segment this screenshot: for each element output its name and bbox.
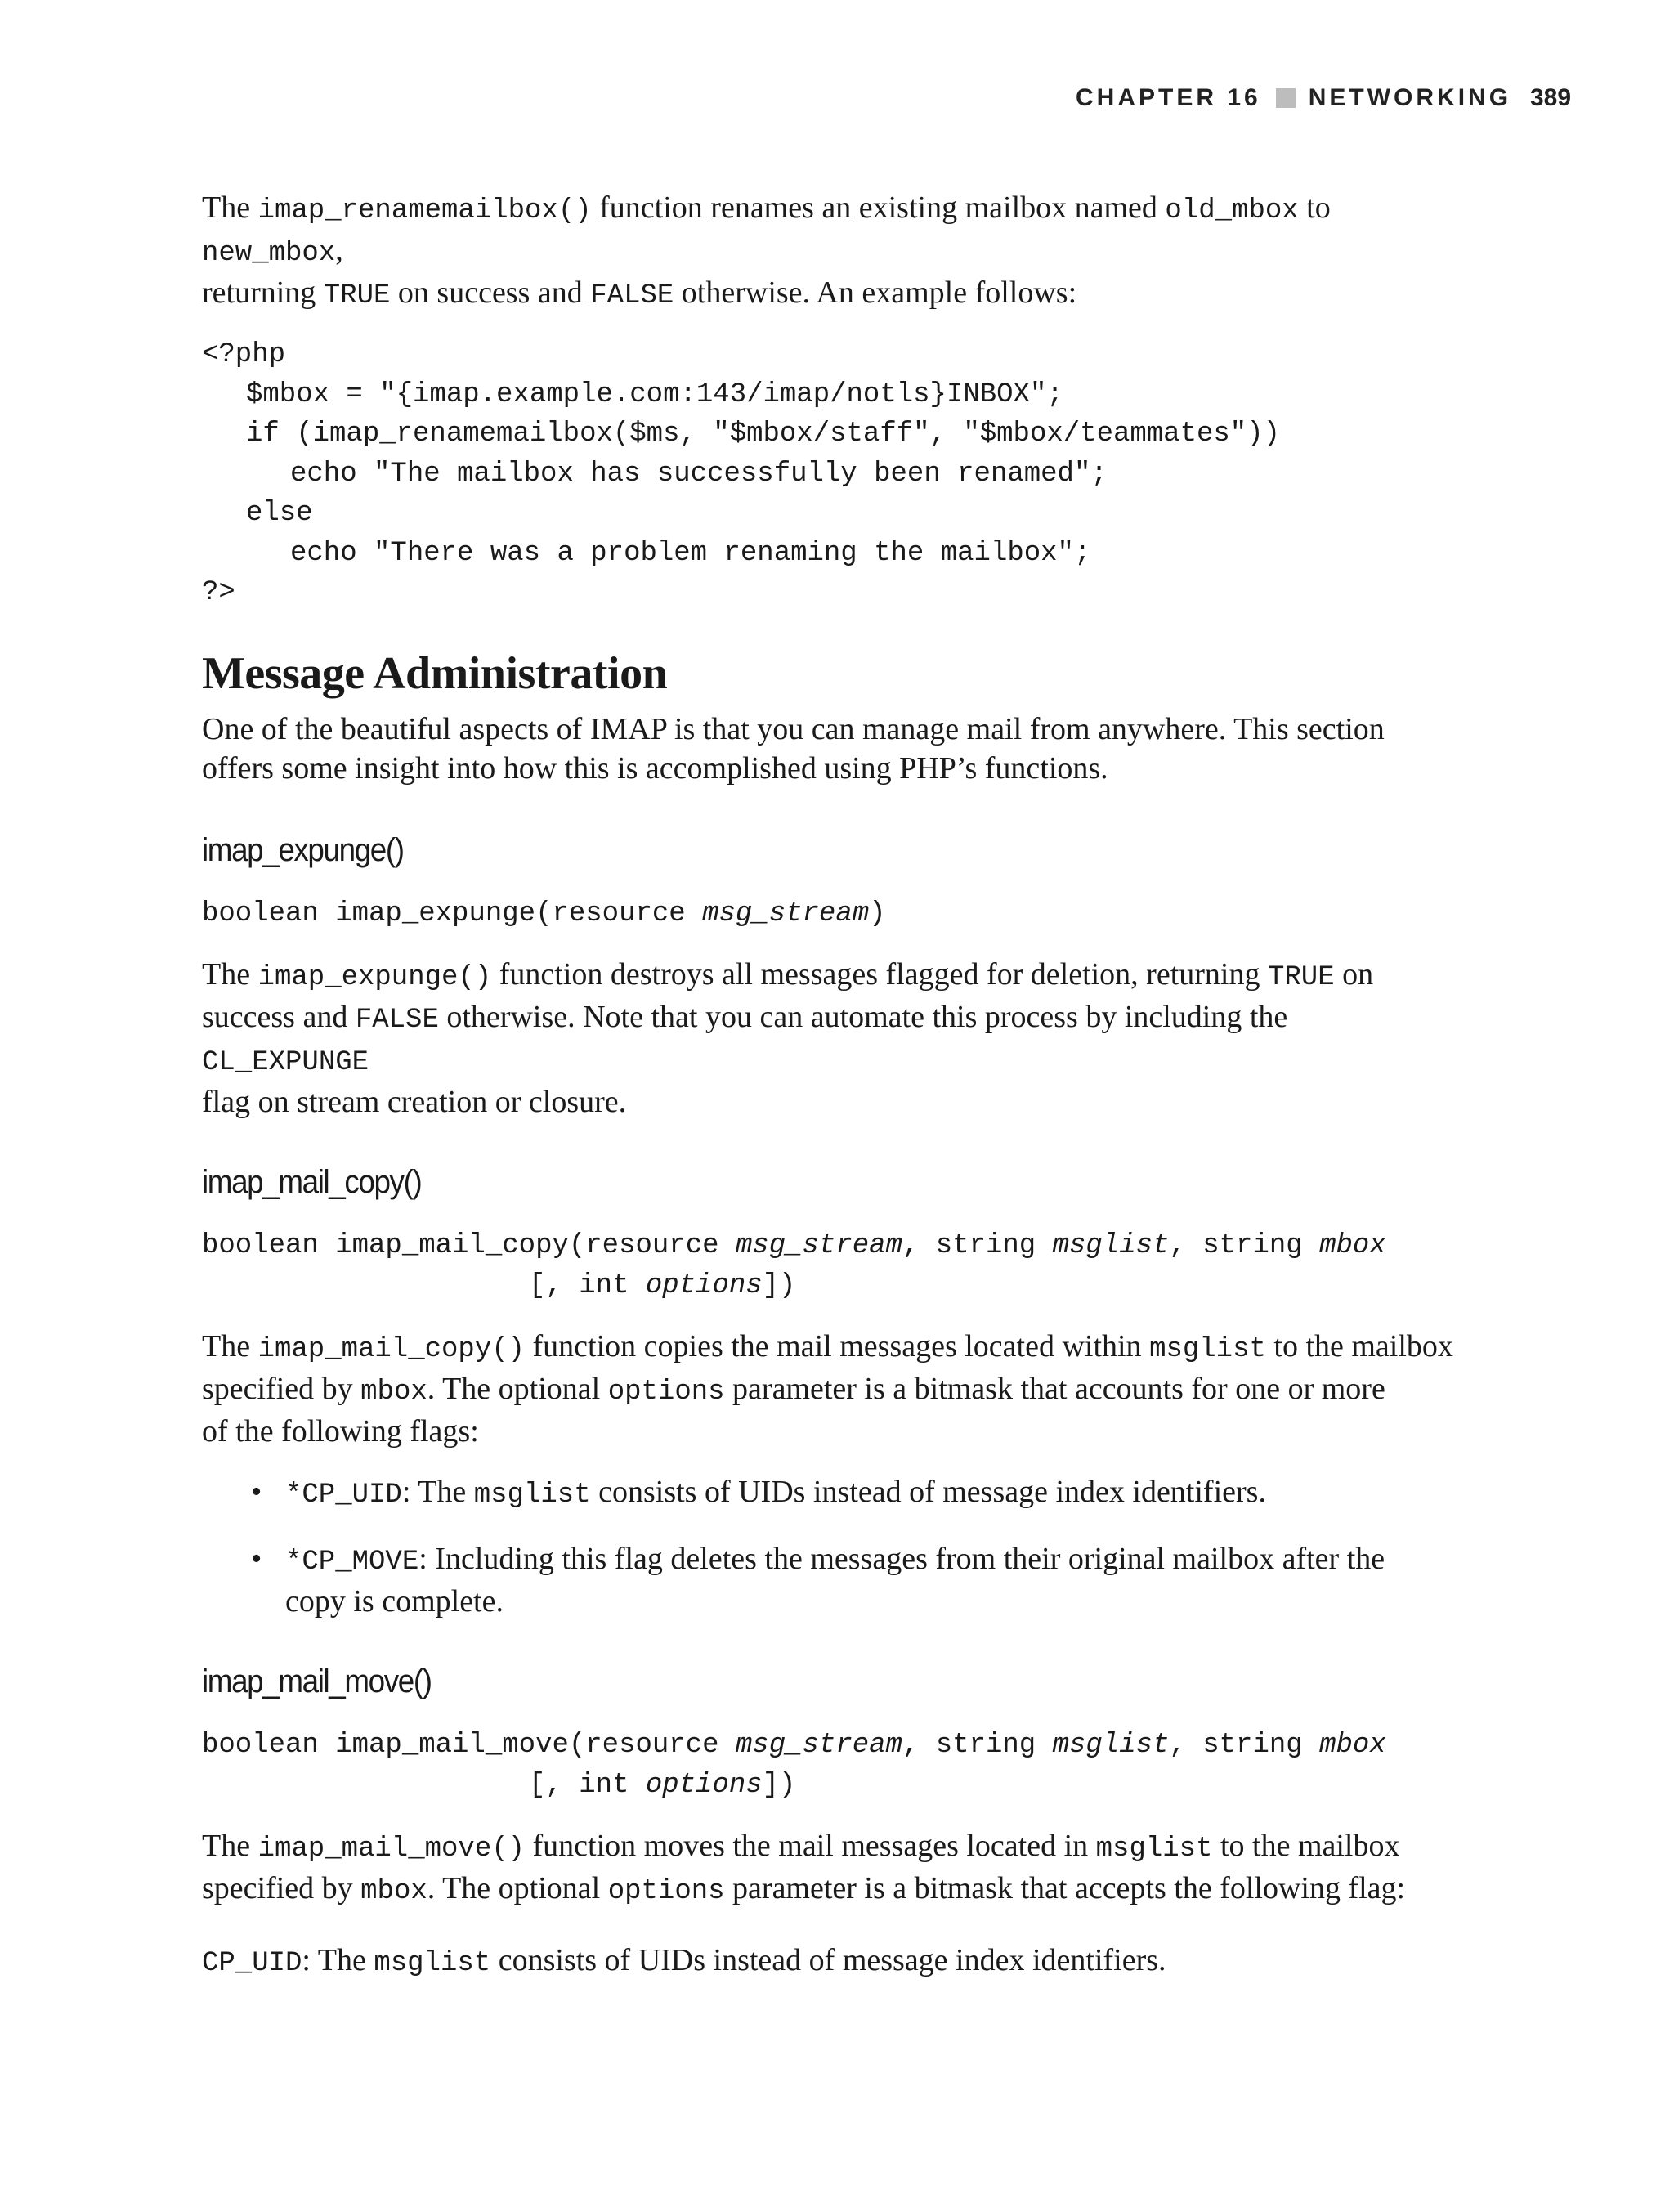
mail-move-heading: imap_mail_move() <box>202 1663 432 1699</box>
text: flag on stream creation or closure. <box>202 1085 627 1119</box>
flag-list <box>202 1472 1461 1621</box>
code-line: echo "The mailbox has successfully been renamed"; <box>290 458 1108 490</box>
inline-code: msglist <box>1095 1834 1213 1865</box>
param: options <box>645 1269 763 1301</box>
text: returning <box>202 275 324 310</box>
inline-code: FALSE <box>590 280 674 311</box>
list-item <box>251 1472 1461 1515</box>
text: copy is complete. <box>285 1584 504 1619</box>
section-intro <box>202 710 1461 788</box>
inline-code: *CP_UID <box>285 1480 402 1511</box>
text: on success and <box>390 275 591 310</box>
inline-code: mbox <box>360 1377 427 1408</box>
text: [, int <box>529 1769 646 1801</box>
param: msglist <box>1052 1730 1170 1761</box>
text: boolean imap_mail_move(resource <box>202 1730 736 1761</box>
param: msg_stream <box>702 898 870 929</box>
text: The <box>202 1329 258 1363</box>
text: The <box>202 190 258 225</box>
text: consists of UIDs instead of message index identifiers. <box>590 1475 1266 1509</box>
expunge-description <box>202 955 1461 1122</box>
mail-move-signature <box>202 1726 1461 1766</box>
section-heading: Message Administration <box>202 647 668 699</box>
text: The <box>202 957 258 992</box>
param: msg_stream <box>735 1230 902 1261</box>
mail-move-flag <box>202 1941 1461 1983</box>
text: function copies the mail messages located within <box>525 1329 1150 1363</box>
text: on <box>1334 957 1374 992</box>
text: . The optional <box>427 1372 608 1406</box>
inline-code: imap_expunge() <box>257 962 492 993</box>
inline-code: options <box>607 1876 725 1907</box>
text: ) <box>869 898 886 929</box>
text: , string <box>1169 1230 1320 1261</box>
intro-paragraph <box>202 188 1461 316</box>
text: function renames an existing mailbox named <box>591 190 1166 225</box>
inline-code: *CP_MOVE <box>285 1547 419 1578</box>
text: offers some insight into how this is accomplished using PHP’s functions. <box>202 750 1108 786</box>
inline-code: options <box>607 1377 725 1408</box>
text: success and <box>202 1000 356 1034</box>
bullet-icon: • <box>251 1475 262 1509</box>
text: to the mailbox <box>1265 1329 1453 1363</box>
running-head <box>1076 82 1572 114</box>
text: specified by <box>202 1372 361 1406</box>
mail-copy-signature <box>202 1226 1461 1266</box>
text: : The <box>302 1943 374 1977</box>
param: mbox <box>1319 1730 1386 1761</box>
text: boolean imap_mail_copy(resource <box>202 1230 736 1261</box>
text: function destroys all messages flagged for deletion, returning <box>491 957 1268 992</box>
mail-copy-signature-cont <box>202 1266 1461 1306</box>
text: consists of UIDs instead of message index identifiers. <box>490 1943 1166 1977</box>
text: of the following flags: <box>202 1414 479 1449</box>
inline-code: old_mbox <box>1165 195 1299 226</box>
text: otherwise. Note that you can automate this process by including the <box>438 1000 1288 1034</box>
text: parameter is a bitmask that accounts for one or more <box>724 1372 1385 1406</box>
inline-code: TRUE <box>1267 962 1335 993</box>
param: msg_stream <box>735 1730 902 1761</box>
page-number: 389 <box>1530 84 1572 111</box>
square-separator-icon <box>1276 88 1296 108</box>
text: , <box>335 233 343 267</box>
text: The <box>202 1829 258 1863</box>
text: , string <box>902 1730 1053 1761</box>
text: : The <box>401 1475 474 1509</box>
text: to <box>1298 190 1331 225</box>
inline-code: msglist <box>1149 1334 1266 1365</box>
code-line: echo "There was a problem renaming the mailbox"; <box>290 537 1091 569</box>
param: options <box>645 1769 763 1801</box>
inline-code: imap_renamemailbox() <box>257 195 592 226</box>
text: specified by <box>202 1871 361 1905</box>
code-line: $mbox = "{imap.example.com:143/imap/notls}INBOX"; <box>246 378 1063 410</box>
chapter-title: NETWORKING <box>1308 84 1512 111</box>
text: function moves the mail messages located in <box>525 1829 1096 1863</box>
inline-code: new_mbox <box>202 238 336 269</box>
inline-code: mbox <box>360 1876 427 1907</box>
text: [, int <box>529 1269 646 1301</box>
page-body <box>202 188 1461 1983</box>
code-line: if (imap_renamemailbox($ms, "$mbox/staff", "$mbox/teammates")) <box>246 419 1281 450</box>
param: mbox <box>1319 1230 1386 1261</box>
mail-copy-heading: imap_mail_copy() <box>202 1164 422 1200</box>
expunge-signature <box>202 894 1461 934</box>
text: parameter is a bitmask that accepts the following flag: <box>724 1871 1406 1905</box>
text: to the mailbox <box>1212 1829 1400 1863</box>
inline-code: TRUE <box>323 280 391 311</box>
text: . The optional <box>427 1871 608 1905</box>
code-example <box>202 335 1461 613</box>
inline-code: imap_mail_copy() <box>257 1334 526 1365</box>
inline-code: msglist <box>473 1480 591 1511</box>
code-line: else <box>246 498 313 529</box>
inline-code: msglist <box>374 1948 491 1979</box>
text: : Including this flag deletes the messages from their original mailbox after the <box>418 1542 1385 1576</box>
text: , string <box>1169 1730 1320 1761</box>
chapter-label: CHAPTER 16 <box>1076 84 1261 111</box>
mail-move-description <box>202 1826 1461 1911</box>
inline-code: imap_mail_move() <box>257 1834 526 1865</box>
list-item <box>251 1539 1461 1621</box>
mail-copy-description <box>202 1327 1461 1451</box>
inline-code: CP_UID <box>202 1948 302 1979</box>
code-line: ?> <box>202 577 235 608</box>
text: ]) <box>762 1269 796 1301</box>
text: otherwise. An example follows: <box>674 275 1077 310</box>
inline-code: CL_EXPUNGE <box>202 1047 369 1078</box>
code-line: <?php <box>202 339 286 370</box>
text: ]) <box>762 1769 796 1801</box>
text: , string <box>902 1230 1053 1261</box>
text: One of the beautiful aspects of IMAP is that you can manage mail from anywhere. This section <box>202 711 1385 746</box>
param: msglist <box>1052 1230 1170 1261</box>
inline-code: FALSE <box>355 1005 439 1036</box>
mail-move-signature-cont <box>202 1766 1461 1806</box>
text: boolean imap_expunge(resource <box>202 898 703 929</box>
bullet-icon: • <box>251 1542 262 1576</box>
expunge-heading: imap_expunge() <box>202 831 404 868</box>
